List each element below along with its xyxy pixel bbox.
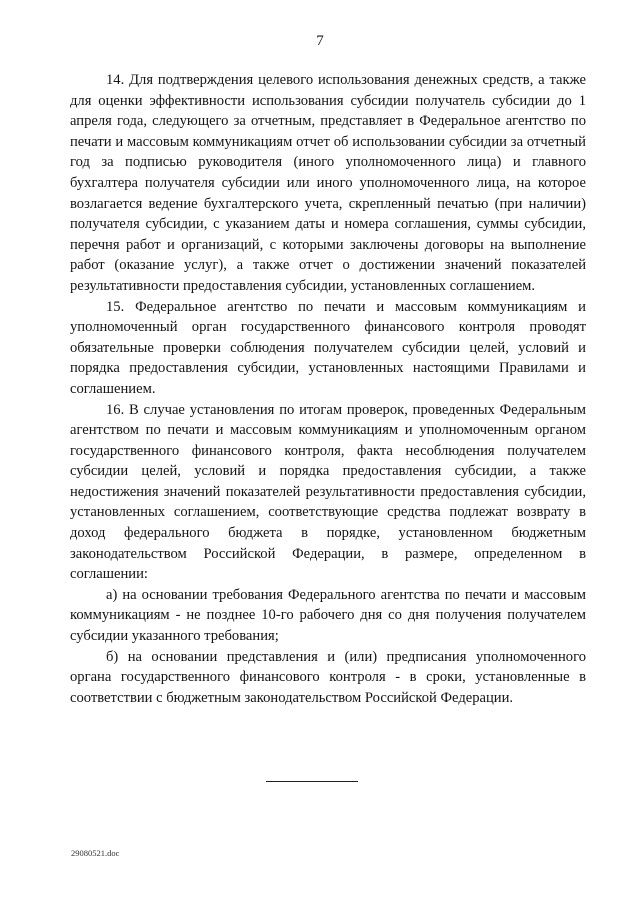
- page-number: 7: [316, 33, 324, 49]
- document-body: [70, 70, 586, 708]
- paragraph-14: 14. Для подтверждения целевого использования денежных средств, а также для оценки эффективности использования субсидии получатель субсидии до 1 апреля года, следующего за отчетным, представляет в Федеральное агентство по печати и массовым коммуникациям отчет об использовании субсидии за отчетный год за подписью руководителя (иного уполномоченного лица) и главного бухгалтера получателя субсидии или иного уполномоченного лица, на которое возлагается ведение бухгалтерского учета, скрепленный печатью (при наличии) получателя субсидии, с указанием даты и номера соглашения, суммы субсидии, перечня работ и организаций, с которыми заключены договоры на выполнение работ (оказание услуг), а также отчет о достижении значений показателей результативности предоставления субсидии, установленных соглашением.: [70, 72, 586, 294]
- end-separator-line: [266, 781, 358, 782]
- document-file-name: 29080521.doc: [71, 848, 120, 858]
- subparagraph-b: б) на основании представления и (или) предписания уполномоченного органа государственного финансового контроля - в сроки, установленные в соответствии с бюджетным законодательством Российской Федерации.: [70, 648, 586, 706]
- paragraph-16: 16. В случае установления по итогам проверок, проведенных Федеральным агентством по печати и массовым коммуникациям и уполномоченным органом государственного финансового контроля, факта несоблюдения получателем субсидии целей, условий и порядка предоставления субсидии, а также недостижения значений показателей результативности предоставления субсидии, установленных соглашением, соответствующие средства подлежат возврату в доход федерального бюджета в порядке, установленном бюджетным законодательством Российской Федерации, в размере, определенном в соглашении:: [70, 401, 586, 583]
- paragraph-15: 15. Федеральное агентство по печати и массовым коммуникациям и уполномоченный орган государственного финансового контроля проводят обязательные проверки соблюдения получателем субсидии целей, условий и порядка предоставления субсидии, установленных настоящими Правилами и соглашением.: [70, 298, 586, 397]
- subparagraph-a: а) на основании требования Федерального агентства по печати и массовым коммуникациям - не позднее 10-го рабочего дня со дня получения получателем субсидии указанного требования;: [70, 586, 586, 645]
